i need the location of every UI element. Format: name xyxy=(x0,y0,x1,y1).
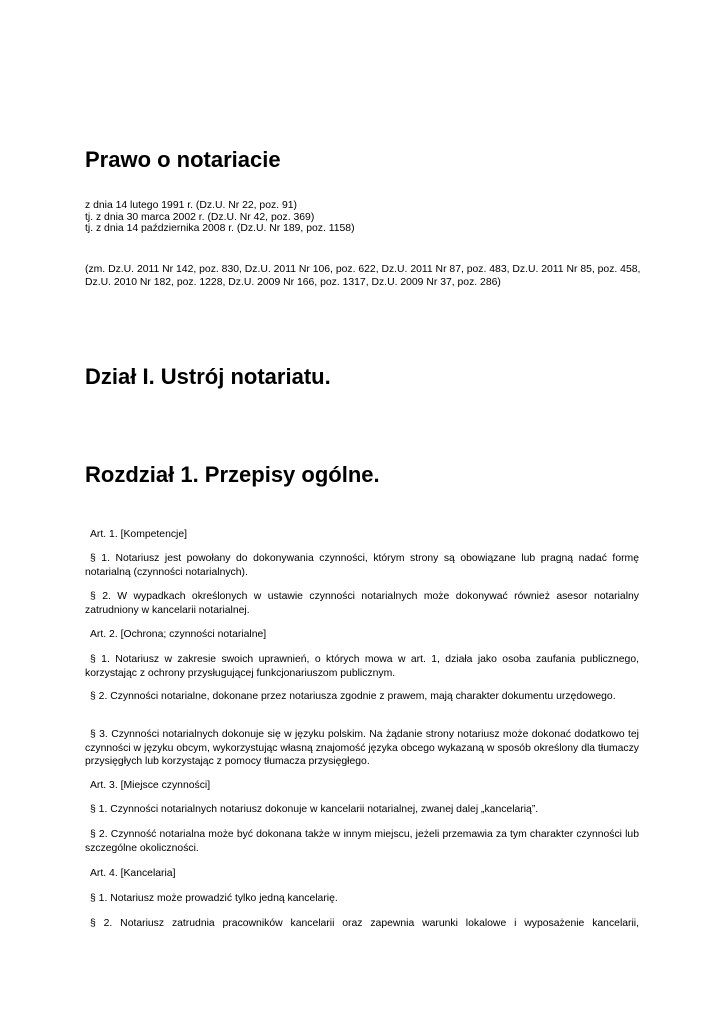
article-paragraph: § 1. Notariusz jest powołany do dokonywania czynności, którym strony są obowiązane lub pragną nadać formę notarialną (czynności notarialnych). xyxy=(85,553,639,578)
publication-line: tj. z dnia 14 października 2008 r. (Dz.U. Nr 189, poz. 1158) xyxy=(85,223,355,234)
publication-line: tj. z dnia 30 marca 2002 r. (Dz.U. Nr 42, poz. 369) xyxy=(85,211,315,223)
article-paragraph: § 1. Notariusz może prowadzić tylko jedną kancelarię. xyxy=(90,893,338,904)
article-paragraph: § 2. Czynności notarialne, dokonane przez notariusza zgodnie z prawem, mają charakter dokumentu urzędowego. xyxy=(90,691,616,702)
article-paragraph: § 1. Czynności notarialnych notariusz dokonuje w kancelarii notarialnej, zwanej dalej „kancelarią”. xyxy=(90,804,539,815)
article-paragraph: § 2. Czynność notarialna może być dokonana także w innym miejscu, jeżeli przemawia za tym charakter czynności lub szczególne okoliczności. xyxy=(85,829,639,854)
article-paragraph: § 2. W wypadkach określonych w ustawie czynności notarialnych może dokonywać również asesor notarialny zatrudniony w kancelarii notarialnej. xyxy=(85,591,639,616)
publication-line: z dnia 14 lutego 1991 r. (Dz.U. Nr 22, poz. 91) xyxy=(85,200,297,211)
article-heading: Art. 4. [Kancelaria] xyxy=(90,868,176,879)
article-paragraph: § 2. Notariusz zatrudnia pracowników kancelarii oraz zapewnia warunki lokalowe i wyposażenie kancelarii, xyxy=(90,918,639,929)
section-heading: Dział I. Ustrój notariatu. xyxy=(85,364,331,389)
article-heading: Art. 1. [Kompetencje] xyxy=(90,529,188,540)
article-paragraph: § 1. Notariusz w zakresie swoich uprawnień, o których mowa w art. 1, działa jako osoba zaufania publicznego, korzystając z ochrony przysługującej funkcjonariuszom publicznym. xyxy=(85,654,639,679)
amendments-list: (zm. Dz.U. 2011 Nr 142, poz. 830, Dz.U. 2011 Nr 106, poz. 622, Dz.U. 2011 Nr 87, poz. 483, Dz.U. 2011 Nr 85, poz. 458, Dz.U. 2010 Nr 182, poz. 1228, Dz.U. 2009 Nr 166, poz. 1317, Dz.U. 2009 Nr 37, poz. 286) xyxy=(85,264,641,288)
publication-info xyxy=(85,200,645,235)
chapter-heading: Rozdział 1. Przepisy ogólne. xyxy=(85,462,380,487)
article-heading: Art. 3. [Miejsce czynności] xyxy=(90,780,211,791)
article-heading: Art. 2. [Ochrona; czynności notarialne] xyxy=(90,629,267,640)
article-paragraph: § 3. Czynności notarialnych dokonuje się w języku polskim. Na żądanie strony notariusz może dokonać dodatkowo tej czynności w języku obcym, wykorzystując własną znajomość języka obcego wykazaną w sposób określony dla tłumaczy przysięgłych lub korzystając z pomocy tłumacza przysięgłego. xyxy=(85,729,639,767)
document-title: Prawo o notariacie xyxy=(85,147,281,172)
